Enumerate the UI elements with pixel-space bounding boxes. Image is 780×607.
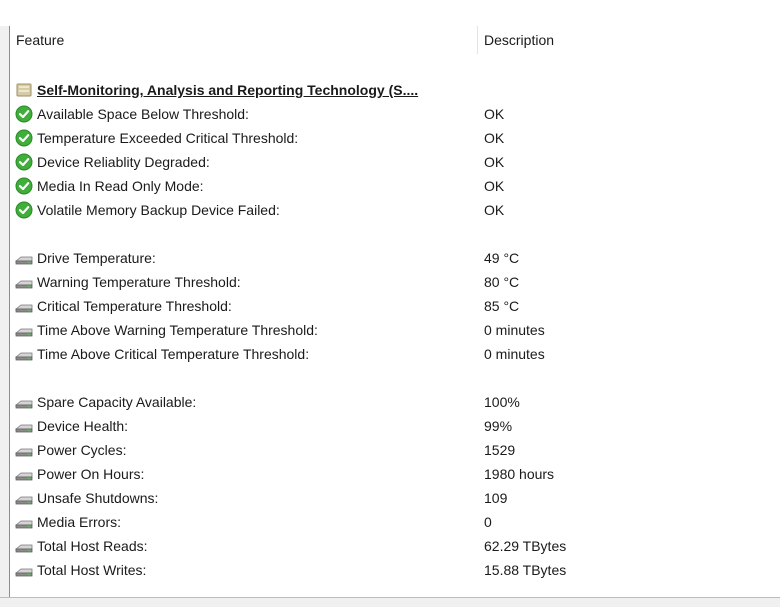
drive-icon bbox=[15, 297, 33, 315]
drive-icon bbox=[15, 417, 33, 435]
drive-icon bbox=[15, 345, 33, 363]
feature-label: Total Host Reads: bbox=[37, 538, 148, 554]
feature-label: Total Host Writes: bbox=[37, 562, 147, 578]
feature-label: Device Reliablity Degraded: bbox=[37, 154, 210, 170]
table-row[interactable] bbox=[10, 486, 780, 510]
check-ok-icon bbox=[15, 129, 33, 147]
table-row[interactable] bbox=[10, 246, 780, 270]
feature-label: Temperature Exceeded Critical Threshold: bbox=[37, 130, 299, 146]
table-row[interactable] bbox=[10, 558, 780, 582]
check-ok-icon bbox=[15, 105, 33, 123]
smart-details-list[interactable] bbox=[9, 26, 780, 597]
feature-label: Available Space Below Threshold: bbox=[37, 106, 249, 122]
feature-label: Time Above Critical Temperature Threshold: bbox=[37, 346, 310, 362]
table-row[interactable] bbox=[10, 102, 780, 126]
feature-value: 1980 hours bbox=[484, 466, 555, 482]
feature-value: 80 °C bbox=[484, 274, 520, 290]
drive-icon bbox=[15, 249, 33, 267]
table-row[interactable] bbox=[10, 390, 780, 414]
feature-value: OK bbox=[484, 106, 505, 122]
feature-label: Device Health: bbox=[37, 418, 129, 434]
table-row[interactable] bbox=[10, 174, 780, 198]
feature-label: Power On Hours: bbox=[37, 466, 145, 482]
drive-icon bbox=[15, 465, 33, 483]
list-header bbox=[10, 26, 780, 54]
section-row-smart[interactable] bbox=[10, 78, 780, 102]
table-row[interactable] bbox=[10, 294, 780, 318]
table-row[interactable] bbox=[10, 198, 780, 222]
drive-icon bbox=[15, 273, 33, 291]
feature-label: Warning Temperature Threshold: bbox=[37, 274, 241, 290]
check-ok-icon bbox=[15, 177, 33, 195]
feature-value: 1529 bbox=[484, 442, 516, 458]
group-spacer bbox=[10, 366, 780, 390]
drive-icon bbox=[15, 441, 33, 459]
column-header-description[interactable]: Description bbox=[484, 32, 555, 48]
feature-label: Unsafe Shutdowns: bbox=[37, 490, 159, 506]
feature-value: 62.29 TBytes bbox=[484, 538, 567, 554]
feature-value: 100% bbox=[484, 394, 520, 410]
check-ok-icon bbox=[15, 201, 33, 219]
feature-value: 0 bbox=[484, 514, 492, 530]
drive-icon bbox=[15, 561, 33, 579]
feature-value: OK bbox=[484, 202, 505, 218]
feature-label: Drive Temperature: bbox=[37, 250, 156, 266]
section-title: Self-Monitoring, Analysis and Reporting Technology (S.... bbox=[37, 82, 419, 98]
table-row[interactable] bbox=[10, 414, 780, 438]
table-row[interactable] bbox=[10, 150, 780, 174]
left-splitter[interactable] bbox=[0, 26, 9, 597]
feature-value: OK bbox=[484, 130, 505, 146]
feature-value: 0 minutes bbox=[484, 346, 545, 362]
feature-label: Media Errors: bbox=[37, 514, 122, 530]
drive-icon bbox=[15, 321, 33, 339]
check-ok-icon bbox=[15, 153, 33, 171]
feature-value: OK bbox=[484, 154, 505, 170]
table-row[interactable] bbox=[10, 534, 780, 558]
table-row[interactable] bbox=[10, 510, 780, 534]
feature-label: Power Cycles: bbox=[37, 442, 127, 458]
feature-label: Critical Temperature Threshold: bbox=[37, 298, 232, 314]
feature-value: 99% bbox=[484, 418, 513, 434]
feature-label: Spare Capacity Available: bbox=[37, 394, 197, 410]
table-row[interactable] bbox=[10, 318, 780, 342]
status-bar bbox=[0, 597, 780, 607]
feature-label: Volatile Memory Backup Device Failed: bbox=[37, 202, 280, 218]
table-row[interactable] bbox=[10, 270, 780, 294]
group-spacer bbox=[10, 222, 780, 246]
drive-icon bbox=[15, 489, 33, 507]
drive-icon bbox=[15, 393, 33, 411]
folder-icon bbox=[15, 81, 33, 99]
table-row[interactable] bbox=[10, 462, 780, 486]
drive-icon bbox=[15, 537, 33, 555]
table-row[interactable] bbox=[10, 438, 780, 462]
list-rows bbox=[10, 78, 780, 582]
drive-icon bbox=[15, 513, 33, 531]
feature-label: Media In Read Only Mode: bbox=[37, 178, 204, 194]
table-row[interactable] bbox=[10, 342, 780, 366]
feature-value: OK bbox=[484, 178, 505, 194]
feature-value: 0 minutes bbox=[484, 322, 545, 338]
column-header-feature[interactable]: Feature bbox=[10, 26, 478, 54]
feature-value: 85 °C bbox=[484, 298, 520, 314]
feature-value: 49 °C bbox=[484, 250, 520, 266]
feature-value: 109 bbox=[484, 490, 508, 506]
feature-value: 15.88 TBytes bbox=[484, 562, 567, 578]
top-toolbar-strip bbox=[0, 0, 780, 27]
feature-label: Time Above Warning Temperature Threshold: bbox=[37, 322, 318, 338]
table-row[interactable] bbox=[10, 126, 780, 150]
